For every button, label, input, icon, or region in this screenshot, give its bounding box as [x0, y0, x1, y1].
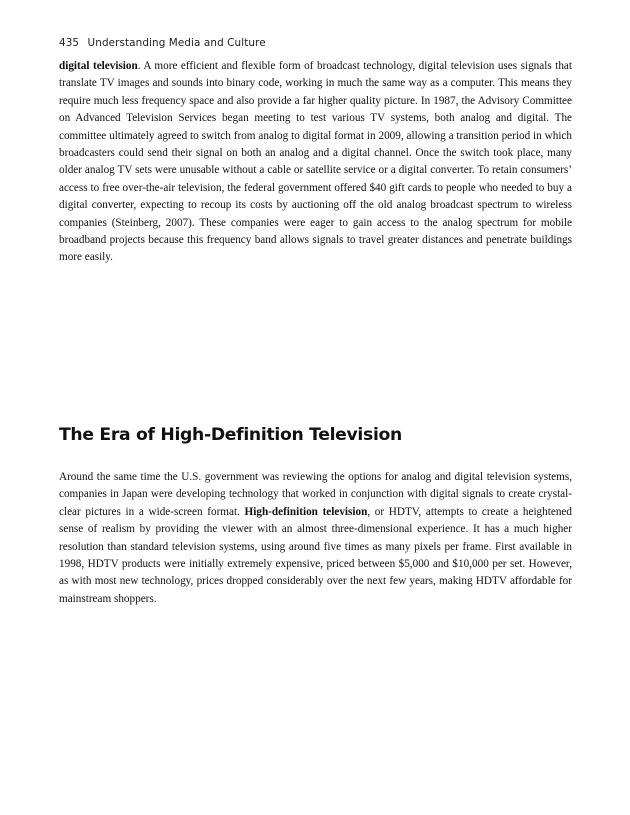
- page-number: 435: [59, 37, 80, 49]
- book-title: Understanding Media and Culture: [87, 37, 266, 49]
- term-high-definition-television: High-definition television: [244, 505, 368, 518]
- paragraph-text: . A more efficient and flexible form of broadcast technology, digital television uses signals that translate TV images and sounds into binary code, working in much the same way as a computer. This means they require much less frequency space and also provide a far higher quality picture. In 1987, the Advisory Committee on Advanced Television Services began meeting to test various TV systems, both analog and digital. The committee ultimately agreed to switch from analog to digital format in 2009, allowing a transition period in which broadcasters could send their signal on both an analog and a digital channel. Once the switch took place, many older analog TV sets were unusable without a cable or satellite service or a digital converter. To retain consumers’ access to free over-the-air television, the federal government offered $40 gift cards to people who needed to buy a digital converter, expecting to recoup its costs by auctioning off the old analog broadcast spectrum to wireless companies (Steinberg, 2007). These companies were eager to gain access to the analog spectrum for mobile broadband projects because this frequency band allows signals to travel greater distances and penetrate buildings more easily.: [59, 60, 572, 264]
- paragraph-text-after: , or HDTV, attempts to create a heightened sense of realism by providing the viewer with an almost three-dimensional experience. It has a much higher resolution than standard television systems, using around five times as many pixels per frame. First available in 1998, HDTV products were initially extremely expensive, priced between $5,000 and $10,000 per set. However, as with most new technology, prices dropped considerably over the next few years, making HDTV affordable for mainstream shoppers.: [59, 505, 572, 605]
- term-digital-television: digital television: [59, 60, 138, 72]
- running-head: [59, 37, 266, 49]
- paragraph-digital-television: [59, 58, 572, 267]
- paragraph-text-before: Around the same time the U.S. government was reviewing the options for analog and digital television systems, companies in Japan were developing technology that worked in conjunction with digital signals to create crystal-clear pictures in a wide-screen format.: [59, 471, 572, 518]
- section-heading: The Era of High-Definition Television: [59, 425, 402, 445]
- paragraph-hdtv: [59, 469, 572, 608]
